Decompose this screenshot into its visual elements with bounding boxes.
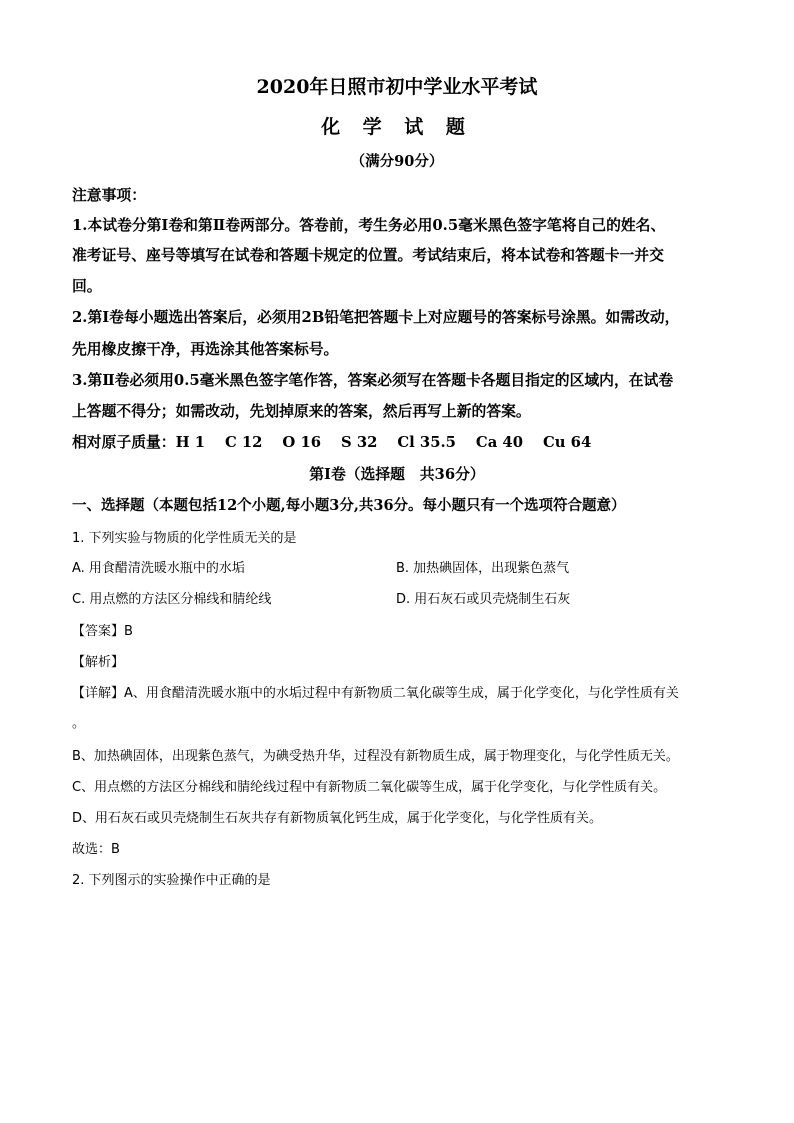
q1-option-b: B. 加热碘固体，出现紫色蒸气 (396, 561, 570, 576)
exam-subtitle: 化 学 试 题 (321, 116, 473, 138)
q1-detail-line-5: D、用石灰石或贝壳烧制生石灰共存有新物质氧化钙生成，属于化学变化，与化学性质有关。 (72, 811, 603, 826)
part-heading: 一、选择题（本题包括12个小题,每小题3分,共36分。每小题只有一个选项符合题意） (72, 497, 626, 514)
note-line-1: 1.本试卷分第Ⅰ卷和第Ⅱ卷两部分。答卷前，考生务必用0.5毫米黑色签字笔将自己的姓名、 (72, 217, 666, 234)
note-line-2: 准考证号、座号等填写在试卷和答题卡规定的位置。考试结束后，将本试卷和答题卡一并交 (72, 247, 664, 264)
atomic-mass-line: 相对原子质量：H 1 C 12 O 16 S 32 Cl 35.5 Ca 40 Cu 64 (72, 434, 592, 451)
q1-option-a: A. 用食醋清洗暖水瓶中的水垢 (72, 561, 245, 576)
q1-option-c: C. 用点燃的方法区分棉线和腈纶线 (72, 592, 272, 607)
q1-detail-line-3: B、加热碘固体，出现紫色蒸气，为碘受热升华，过程没有新物质生成，属于物理变化，与化学性质无关。 (72, 749, 679, 764)
q1-detail-line-1: 【详解】A、用食醋清洗暖水瓶中的水垢过程中有新物质二氧化碳等生成，属于化学变化，与化学性质有关 (72, 686, 679, 701)
note-line-6: 3.第Ⅱ卷必须用0.5毫米黑色签字笔作答，答案必须写在答题卡各题目指定的区域内，在试卷 (72, 372, 674, 389)
q2-stem: 2. 下列图示的实验操作中正确的是 (72, 873, 271, 888)
note-line-5: 先用橡皮擦干净，再选涂其他答案标号。 (72, 341, 339, 358)
exam-title: 2020年日照市初中学业水平考试 (256, 76, 538, 98)
q1-answer: 【答案】B (72, 624, 133, 639)
section-title: 第Ⅰ卷（选择题 共36分） (309, 466, 485, 483)
notes-heading: 注意事项： (72, 187, 146, 204)
q1-detail-line-4: C、用点燃的方法区分棉线和腈纶线过程中有新物质二氧化碳等生成，属于化学变化，与化学性质有关。 (72, 780, 667, 795)
q1-detail-line-2: 。 (72, 716, 86, 731)
note-line-4: 2.第Ⅰ卷每小题选出答案后，必须用2B铅笔把答题卡上对应题号的答案标号涂黑。如需改动， (72, 309, 680, 326)
full-score: （满分90分） (350, 153, 444, 170)
q1-option-d: D. 用石灰石或贝壳烧制生石灰 (396, 592, 571, 607)
note-line-7: 上答题不得分；如需改动，先划掉原来的答案，然后再写上新的答案。 (72, 403, 531, 420)
q1-detail-line-6: 故选：B (72, 842, 120, 857)
q1-stem: 1. 下列实验与物质的化学性质无关的是 (72, 531, 297, 546)
q1-analysis-label: 【解析】 (72, 655, 125, 670)
note-line-3: 回。 (72, 278, 102, 295)
